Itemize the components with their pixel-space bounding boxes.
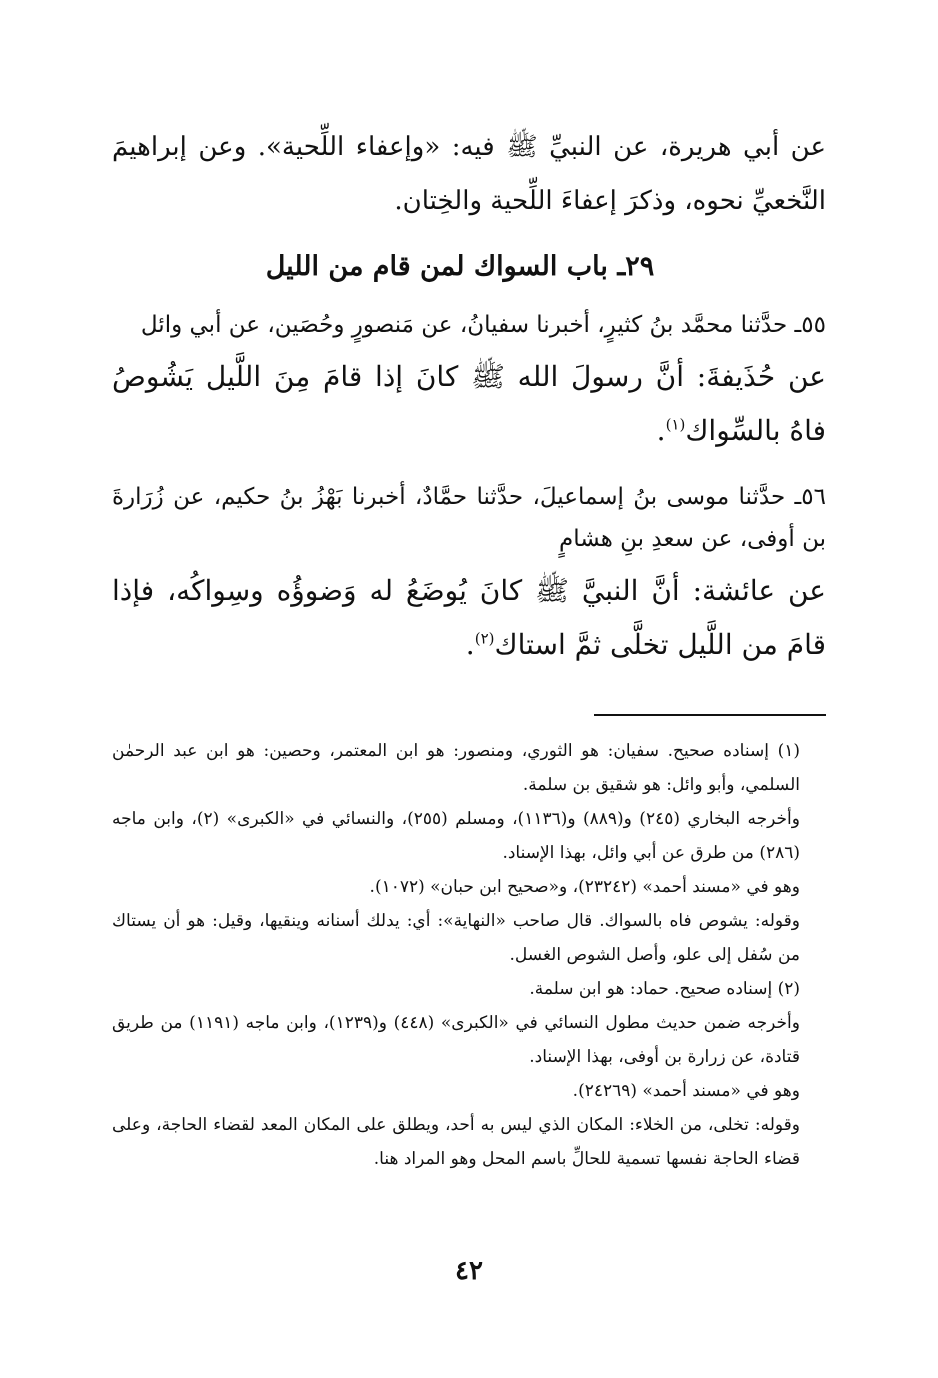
footnote-1-musnad: وهو في «مسند أحمد» (٢٣٢٤٢)، و«صحيح ابن حبان» (١٠٧٢). <box>369 877 800 897</box>
main-text <box>112 120 826 672</box>
footnote-2-isnad: (٢) إسناده صحيح. حماد: هو ابن سلمة. <box>529 979 800 999</box>
hadith-55-chain: ٥٥ـ حدَّثنا محمَّد بنُ كثيرٍ، أخبرنا سفيانُ، عن مَنصورٍ وحُصَين، عن أبي وائل <box>140 312 826 338</box>
footnote-ref-2: (٢) <box>474 629 495 648</box>
page-number: ٤٢ <box>455 1256 483 1286</box>
footnote-ref-1: (١) <box>665 415 686 434</box>
hadith-56-end: . <box>465 628 475 661</box>
footnote-separator <box>594 714 826 716</box>
hadith-56-chain: ٥٦ـ حدَّثنا موسى بنُ إسماعيلَ، حدَّثنا حمَّادٌ، أخبرنا بَهْزُ بنُ حكيم، عن زُرَارةَ بن أوفى، عن سعدِ بنِ هشامٍ <box>112 484 826 552</box>
footnote-2-explanation: وقوله: تخلى، من الخلاء: المكان الذي ليس به أحد، ويطلق على المكان المعد لقضاء الحاجة، وعلى قضاء الحاجة نفسها تسمية للحالِّ باسم المحل وهو المراد هنا. <box>112 1115 800 1169</box>
footnote-1-takhrij: وأخرجه البخاري (٢٤٥) و(٨٨٩) و(١١٣٦)، ومسلم (٢٥٥)، والنسائي في «الكبرى» (٢)، وابن ماجه (٢٨٦) من طرق عن أبي وائل، بهذا الإسناد. <box>112 809 800 863</box>
footnote-1-isnad: (١) إسناده صحيح. سفيان: هو الثوري، ومنصور: هو ابن المعتمر، وحصين: هو ابن عبد الرحمٰن السلمي، وأبو وائل: هو شقيق بن سلمة. <box>112 741 800 795</box>
hadith-56-text <box>112 564 826 672</box>
hadith-55-body: عن حُذَيفةَ: أنَّ رسولَ الله ﷺ كانَ إذا قامَ مِنَ اللَّيل يَشُوصُ فاهُ بالسِّواك <box>112 360 826 447</box>
footnote-1-explanation: وقوله: يشوص فاه بالسواك. قال صاحب «النهاية»: أي: يدلك أسنانه وينقيها، وقيل: هو أن يستاك من سُفل إلى علو، وأصل الشوص الغسل. <box>112 911 800 965</box>
footnote-2-musnad: وهو في «مسند أحمد» (٢٤٢٦٩). <box>572 1081 800 1101</box>
footnotes <box>112 734 826 1176</box>
hadith-55-end: . <box>656 414 666 447</box>
hadith-56-body: عن عائشة: أنَّ النبيَّ ﷺ كانَ يُوضَعُ له وَضوؤُه وسِواكُه، فإذا قامَ من اللَّيل تخلَّى ثمَّ استاك <box>112 574 826 661</box>
chapter-title: ٢٩ـ باب السواك لمن قام من الليل <box>265 251 655 282</box>
hadith-55-text <box>112 350 826 458</box>
intro-paragraph: عن أبي هريرة، عن النبيِّ ﷺ فيه: «وإعفاء اللِّحية». وعن إبراهيمَ النَّخعيِّ نحوه، وذكرَ إعفاءَ اللِّحية والخِتان. <box>112 132 826 216</box>
footnote-2-takhrij: وأخرجه ضمن حديث مطول النسائي في «الكبرى» (٤٤٨) و(١٢٣٩)، وابن ماجه (١١٩١) من طريق قتادة، عن زرارة بن أوفى، بهذا الإسناد. <box>112 1013 800 1067</box>
